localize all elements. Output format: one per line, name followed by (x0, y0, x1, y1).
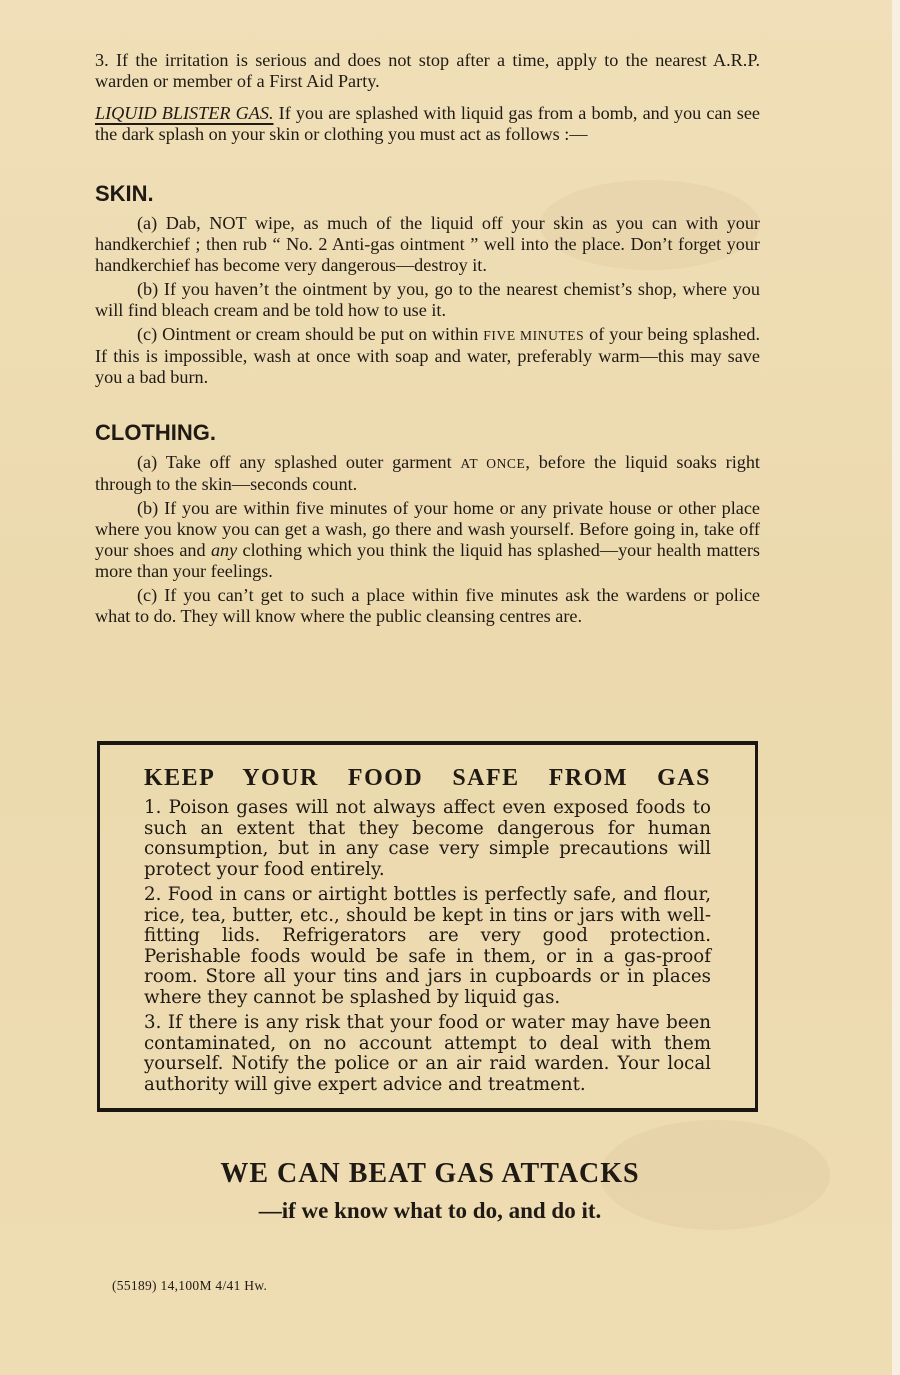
clothing-item-a-text-end: , before the liquid soaks right through to the skin—seconds count. (95, 452, 760, 494)
liquid-blister-gas-text: If you are splashed with liquid gas from a bomb, and you can see the dark splash on your skin or clothing you must act as follows :— (95, 103, 760, 144)
skin-item-c (95, 324, 760, 388)
skin-heading: SKIN. (95, 181, 154, 206)
slogan-subline: —if we know what to do, and do it. (258, 1198, 602, 1223)
clothing-item-b (95, 498, 760, 582)
skin-item-a: (a) Dab, NOT wipe, as much of the liquid off your skin as you can with your handkerchief ; then rub “ No. 2 Anti-gas ointment ” well into the place. Don’t forget your handkerchief has become very dangerous—destroy it. (95, 213, 760, 275)
clothing-item-a (95, 452, 760, 495)
skin-item-b: (b) If you haven’t the ointment by you, go to the nearest chemist’s shop, where you will find bleach cream and be told how to use it. (95, 279, 760, 320)
clothing-heading: CLOTHING. (95, 420, 216, 445)
skin-item-c-text-end: of your being splashed. If this is impossible, wash at once with soap and water, preferably warm—this may save you a bad burn. (95, 324, 760, 387)
main-text (95, 50, 760, 627)
clothing-item-c: (c) If you can’t get to such a place within five minutes ask the wardens or police what to do. They will know where the public cleansing centres are. (95, 585, 760, 626)
printer-imprint: (55189) 14,100M 4/41 Hw. (112, 1278, 268, 1293)
skin-item-c-text: (c) Ointment or cream should be put on within (137, 324, 484, 344)
clothing-item-a-text: (a) Take off any splashed outer garment (137, 452, 461, 472)
food-item-2: 2. Food in cans or airtight bottles is perfectly safe, and flour, rice, tea, butter, etc., should be kept in tins or jars with well-fitting lids. Refrigerators are very good protection. Perishable foods would be safe in them, or in a gas-proof room. Store all your tins and jars in cupboards or in places where they cannot be splashed by liquid gas. (144, 884, 711, 1008)
food-safety-box (97, 741, 758, 1112)
food-box-title: KEEP YOUR FOOD SAFE FROM GAS (144, 765, 711, 791)
five-minutes-emphasis: FIVE MINUTES (483, 328, 585, 343)
slogan-headline: WE CAN BEAT GAS ATTACKS (220, 1158, 640, 1189)
any-emphasis: any (210, 540, 238, 560)
food-item-1: 1. Poison gases will not always affect even exposed foods to such an extent that they become dangerous for human consumption, but in any case very simple precautions will protect your food entirely. (144, 797, 711, 880)
irritation-paragraph: 3. If the irritation is serious and does not stop after a time, apply to the nearest A.R.P. warden or member of a First Aid Party. (95, 50, 760, 91)
clothing-item-b-text-end: clothing which you think the liquid has splashed—your health matters more than your feelings. (95, 540, 761, 581)
clothing-item-b-text: (b) If you are within five minutes of your home or any private house or other place where you know you can get a wash, go there and wash yourself. Before going in, take off your shoes and (95, 498, 760, 560)
food-item-3: 3. If there is any risk that your food or water may have been contaminated, on no account attempt to deal with them yourself. Notify the police or an air raid warden. Your local authority will give expert advice and treatment. (144, 1012, 711, 1095)
liquid-blister-gas-paragraph (95, 103, 760, 145)
at-once-emphasis: AT ONCE (460, 456, 526, 471)
liquid-blister-gas-title: LIQUID BLISTER GAS. (95, 103, 274, 123)
